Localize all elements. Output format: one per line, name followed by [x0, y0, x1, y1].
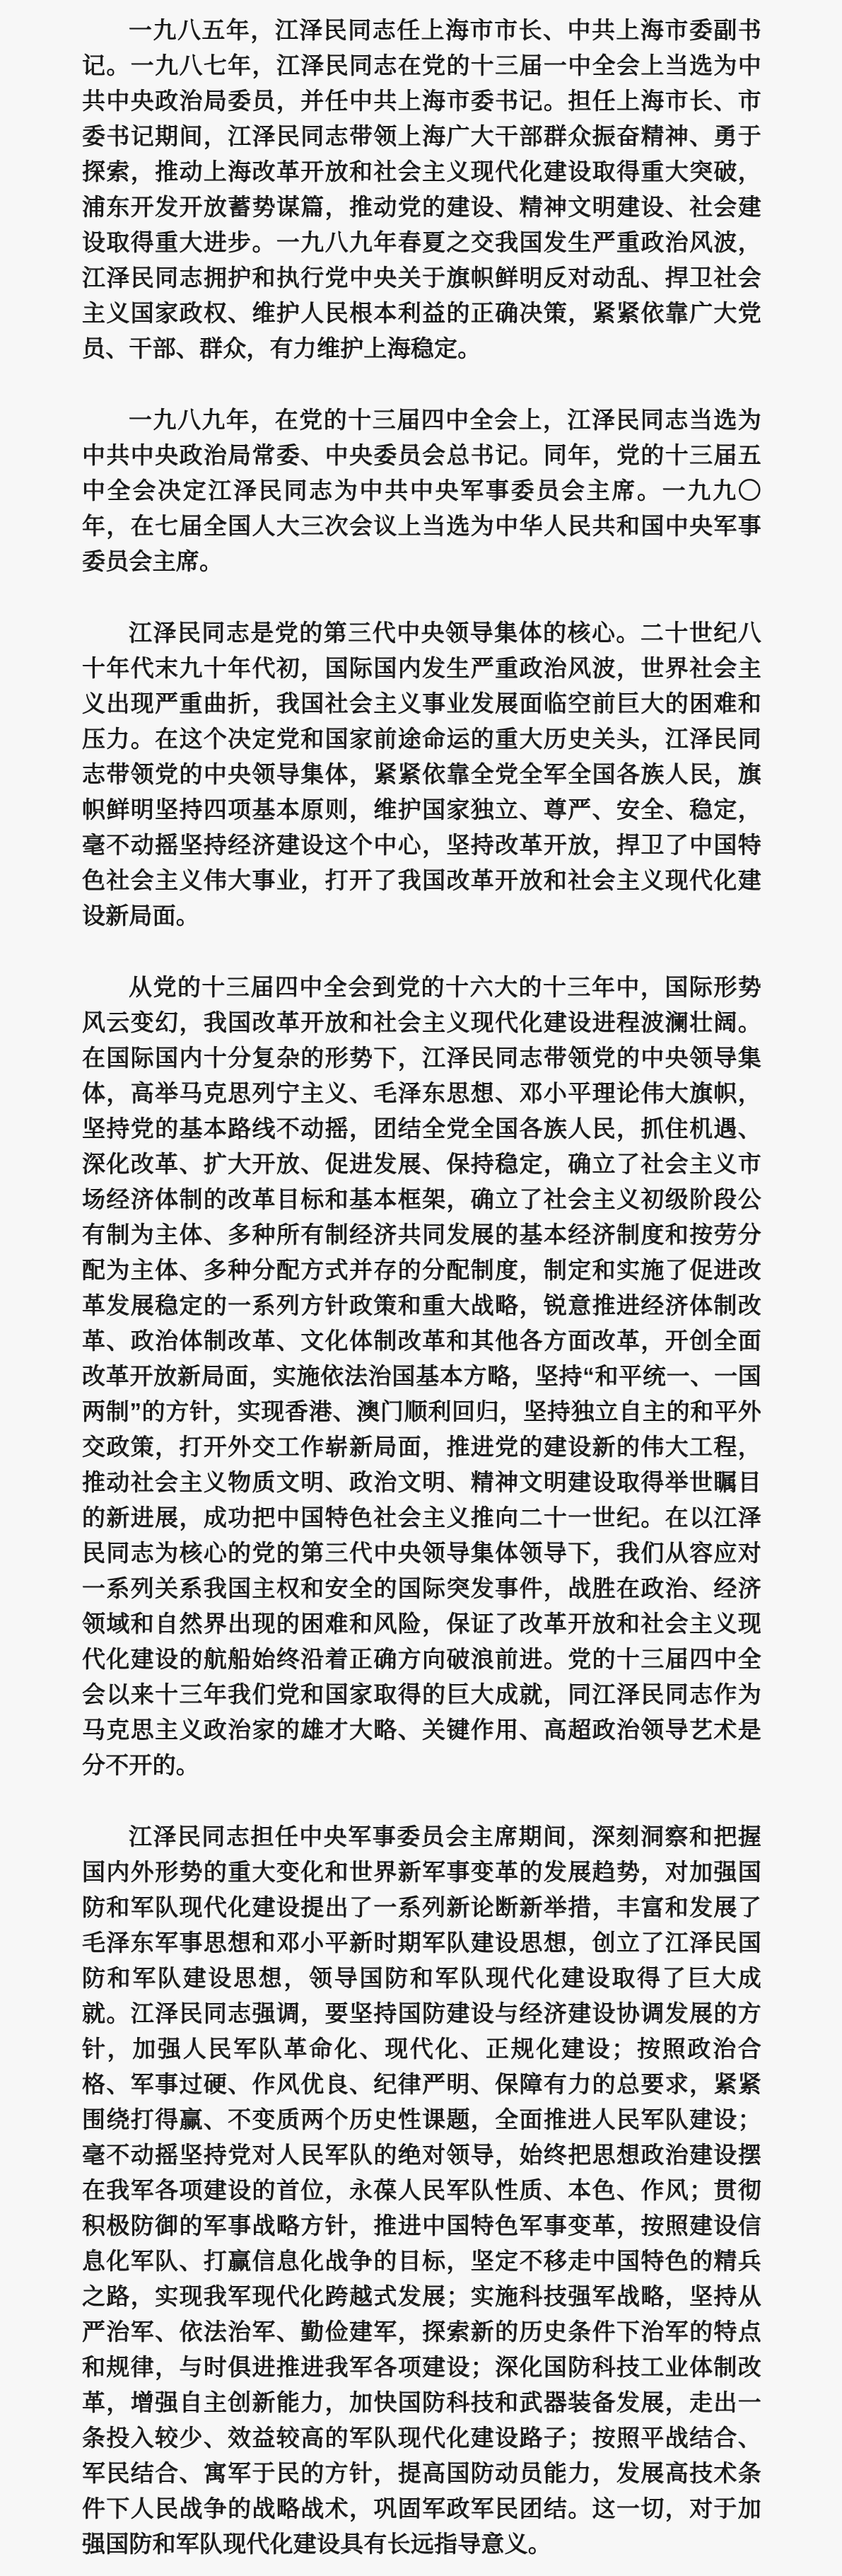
paragraph: 江泽民同志是党的第三代中央领导集体的核心。二十世纪八十年代末九十年代初，国际国内发生严重政治风波，世界社会主义出现严重曲折，我国社会主义事业发展面临空前巨大的困难和压力。在这个决定党和国家前途命运的重大历史关头，江泽民同志带领党的中央领导集体，紧紧依靠全党全军全国各族人民，旗帜鲜明坚持四项基本原则，维护国家独立、尊严、安全、稳定，毫不动摇坚持经济建设这个中心，坚持改革开放，捍卫了中国特色社会主义伟大事业，打开了我国改革开放和社会主义现代化建设新局面。 [82, 620, 761, 929]
article-body [82, 13, 761, 2562]
paragraph: 一九八九年，在党的十三届四中全会上，江泽民同志当选为中共中央政治局常委、中央委员会总书记。同年，党的十三届五中全会决定江泽民同志为中共中央军事委员会主席。一九九〇年，在七届全国人大三次会议上当选为中华人民共和国中央军事委员会主席。 [82, 407, 761, 574]
paragraph: 从党的十三届四中全会到党的十六大的十三年中，国际形势风云变幻，我国改革开放和社会主义现代化建设进程波澜壮阔。在国际国内十分复杂的形势下，江泽民同志带领党的中央领导集体，高举马克思列宁主义、毛泽东思想、邓小平理论伟大旗帜，坚持党的基本路线不动摇，团结全党全国各族人民，抓住机遇、深化改革、扩大开放、促进发展、保持稳定，确立了社会主义市场经济体制的改革目标和基本框架，确立了社会主义初级阶段公有制为主体、多种所有制经济共同发展的基本经济制度和按劳分配为主体、多种分配方式并存的分配制度，制定和实施了促进改革发展稳定的一系列方针政策和重大战略，锐意推进经济体制改革、政治体制改革、文化体制改革和其他各方面改革，开创全面改革开放新局面，实施依法治国基本方略，坚持“和平统一、一国两制”的方针，实现香港、澳门顺利回归，坚持独立自主的和平外交政策，打开外交工作崭新局面，推进党的建设新的伟大工程，推动社会主义物质文明、政治文明、精神文明建设取得举世瞩目的新进展，成功把中国特色社会主义推向二十一世纪。在以江泽民同志为核心的党的第三代中央领导集体领导下，我们从容应对一系列关系我国主权和安全的国际突发事件，战胜在政治、经济领域和自然界出现的困难和风险，保证了改革开放和社会主义现代化建设的航船始终沿着正确方向破浪前进。党的十三届四中全会以来十三年我们党和国家取得的巨大成就，同江泽民同志作为马克思主义政治家的雄才大略、关键作用、高超政治领导艺术是分不开的。 [82, 974, 761, 1778]
paragraph: 江泽民同志担任中央军事委员会主席期间，深刻洞察和把握国内外形势的重大变化和世界新军事变革的发展趋势，对加强国防和军队现代化建设提出了一系列新论断新举措，丰富和发展了毛泽东军事思想和邓小平新时期军队建设思想，创立了江泽民国防和军队建设思想，领导国防和军队现代化建设取得了巨大成就。江泽民同志强调，要坚持国防建设与经济建设协调发展的方针，加强人民军队革命化、现代化、正规化建设；按照政治合格、军事过硬、作风优良、纪律严明、保障有力的总要求，紧紧围绕打得赢、不变质两个历史性课题，全面推进人民军队建设；毫不动摇坚持党对人民军队的绝对领导，始终把思想政治建设摆在我军各项建设的首位，永葆人民军队性质、本色、作风；贯彻积极防御的军事战略方针，推进中国特色军事变革，按照建设信息化军队、打赢信息化战争的目标，坚定不移走中国特色的精兵之路，实现我军现代化跨越式发展；实施科技强军战略，坚持从严治军、依法治军、勤俭建军，探索新的历史条件下治军的特点和规律，与时俱进推进我军各项建设；深化国防科技工业体制改革，增强自主创新能力，加快国防科技和武器装备发展，走出一条投入较少、效益较高的军队现代化建设路子；按照平战结合、军民结合、寓军于民的方针，提高国防动员能力，发展高技术条件下人民战争的战略战术，巩固军政军民团结。这一切，对于加强国防和军队现代化建设具有长远指导意义。 [82, 1823, 761, 2557]
paragraph: 一九八五年，江泽民同志任上海市市长、中共上海市委副书记。一九八七年，江泽民同志在党的十三届一中全会上当选为中共中央政治局委员，并任中共上海市委书记。担任上海市长、市委书记期间，江泽民同志带领上海广大干部群众振奋精神、勇于探索，推动上海改革开放和社会主义现代化建设取得重大突破，浦东开发开放蓄势谋篇，推动党的建设、精神文明建设、社会建设取得重大进步。一九八九年春夏之交我国发生严重政治风波，江泽民同志拥护和执行党中央关于旗帜鲜明反对动乱、捍卫社会主义国家政权、维护人民根本利益的正确决策，紧紧依靠广大党员、干部、群众，有力维护上海稳定。 [82, 17, 761, 361]
